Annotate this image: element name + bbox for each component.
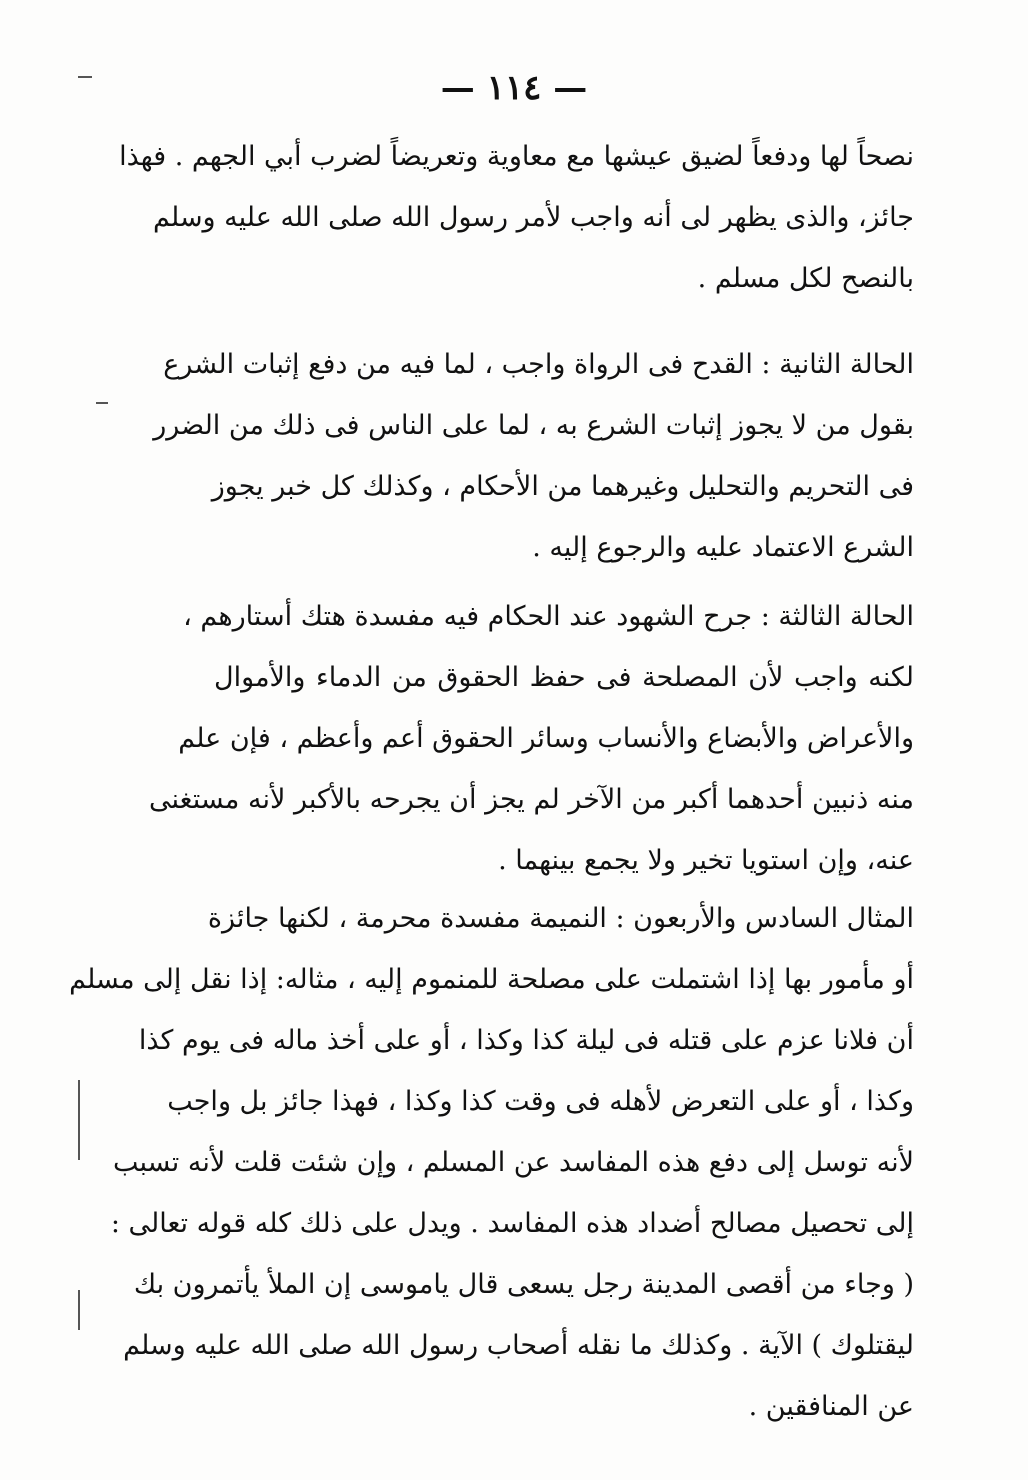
text-line: عنه، وإن استويا تخير ولا يجمع بينهما . (498, 845, 914, 876)
text-line: عن المنافقين . (748, 1391, 914, 1422)
text-line: أن فلانا عزم على قتله فى ليلة كذا وكذا ، أو على أخذ ماله فى يوم كذا (138, 1025, 914, 1056)
scan-mark (78, 1080, 80, 1160)
paragraph-2 (153, 334, 914, 578)
text-line: أو مأمور بها إذا اشتملت على مصلحة للمنموم إليه ، مثاله: إذا نقل إلى مسلم (69, 964, 914, 995)
scan-mark (78, 76, 92, 78)
text-line: نصحاً لها ودفعاً لضيق عيشها مع معاوية وتعريضاً لضرب أبي الجهم . فهذا (119, 141, 914, 172)
text-line: لكنه واجب لأن المصلحة فى حفظ الحقوق من الدماء والأموال (214, 662, 914, 693)
text-line: الحالة الثانية : القدح فى الرواة واجب ، لما فيه من دفع إثبات الشرع (163, 349, 914, 380)
paragraph-3 (149, 586, 914, 891)
scan-mark (78, 1290, 80, 1330)
text-line: فى التحريم والتحليل وغيرهما من الأحكام ، وكذلك كل خبر يجوز (211, 471, 914, 502)
scan-mark (96, 402, 108, 404)
text-line: ليقتلوك ) الآية . وكذلك ما نقله أصحاب رسول الله صلى الله عليه وسلم (123, 1330, 914, 1361)
text-line: منه ذنبين أحدهما أكبر من الآخر لم يجز أن يجرحه بالأكبر لأنه مستغنى (149, 784, 914, 815)
text-line: لأنه توسل إلى دفع هذه المفاسد عن المسلم ، وإن شئت قلت لأنه تسبب (113, 1147, 914, 1178)
text-line: الشرع الاعتماد عليه والرجوع إليه . (532, 532, 914, 563)
text-line: بقول من لا يجوز إثبات الشرع به ، لما على الناس فى ذلك من الضرر (153, 410, 914, 441)
text-line: والأعراض والأبضاع والأنساب وسائر الحقوق أعم وأعظم ، فإن علم (178, 723, 914, 754)
text-line: بالنصح لكل مسلم . (697, 263, 914, 294)
paragraph-1 (119, 126, 914, 309)
text-line: ( وجاء من أقصى المدينة رجل يسعى قال ياموسى إن الملأ يأتمرون بك (133, 1269, 914, 1300)
text-line: جائز، والذى يظهر لى أنه واجب لأمر رسول الله صلى الله عليه وسلم (153, 202, 914, 233)
text-line: المثال السادس والأربعون : النميمة مفسدة محرمة ، لكنها جائزة (207, 903, 914, 934)
text-line: وكذا ، أو على التعرض لأهله فى وقت كذا وكذا ، فهذا جائز بل واجب (167, 1086, 914, 1117)
page-number: — ١١٤ — (440, 68, 588, 108)
paragraph-4 (69, 888, 914, 1437)
text-line: الحالة الثالثة : جرح الشهود عند الحكام فيه مفسدة هتك أستارهم ، (183, 601, 914, 632)
text-line: إلى تحصيل مصالح أضداد هذه المفاسد . ويدل على ذلك كله قوله تعالى : (110, 1208, 914, 1239)
